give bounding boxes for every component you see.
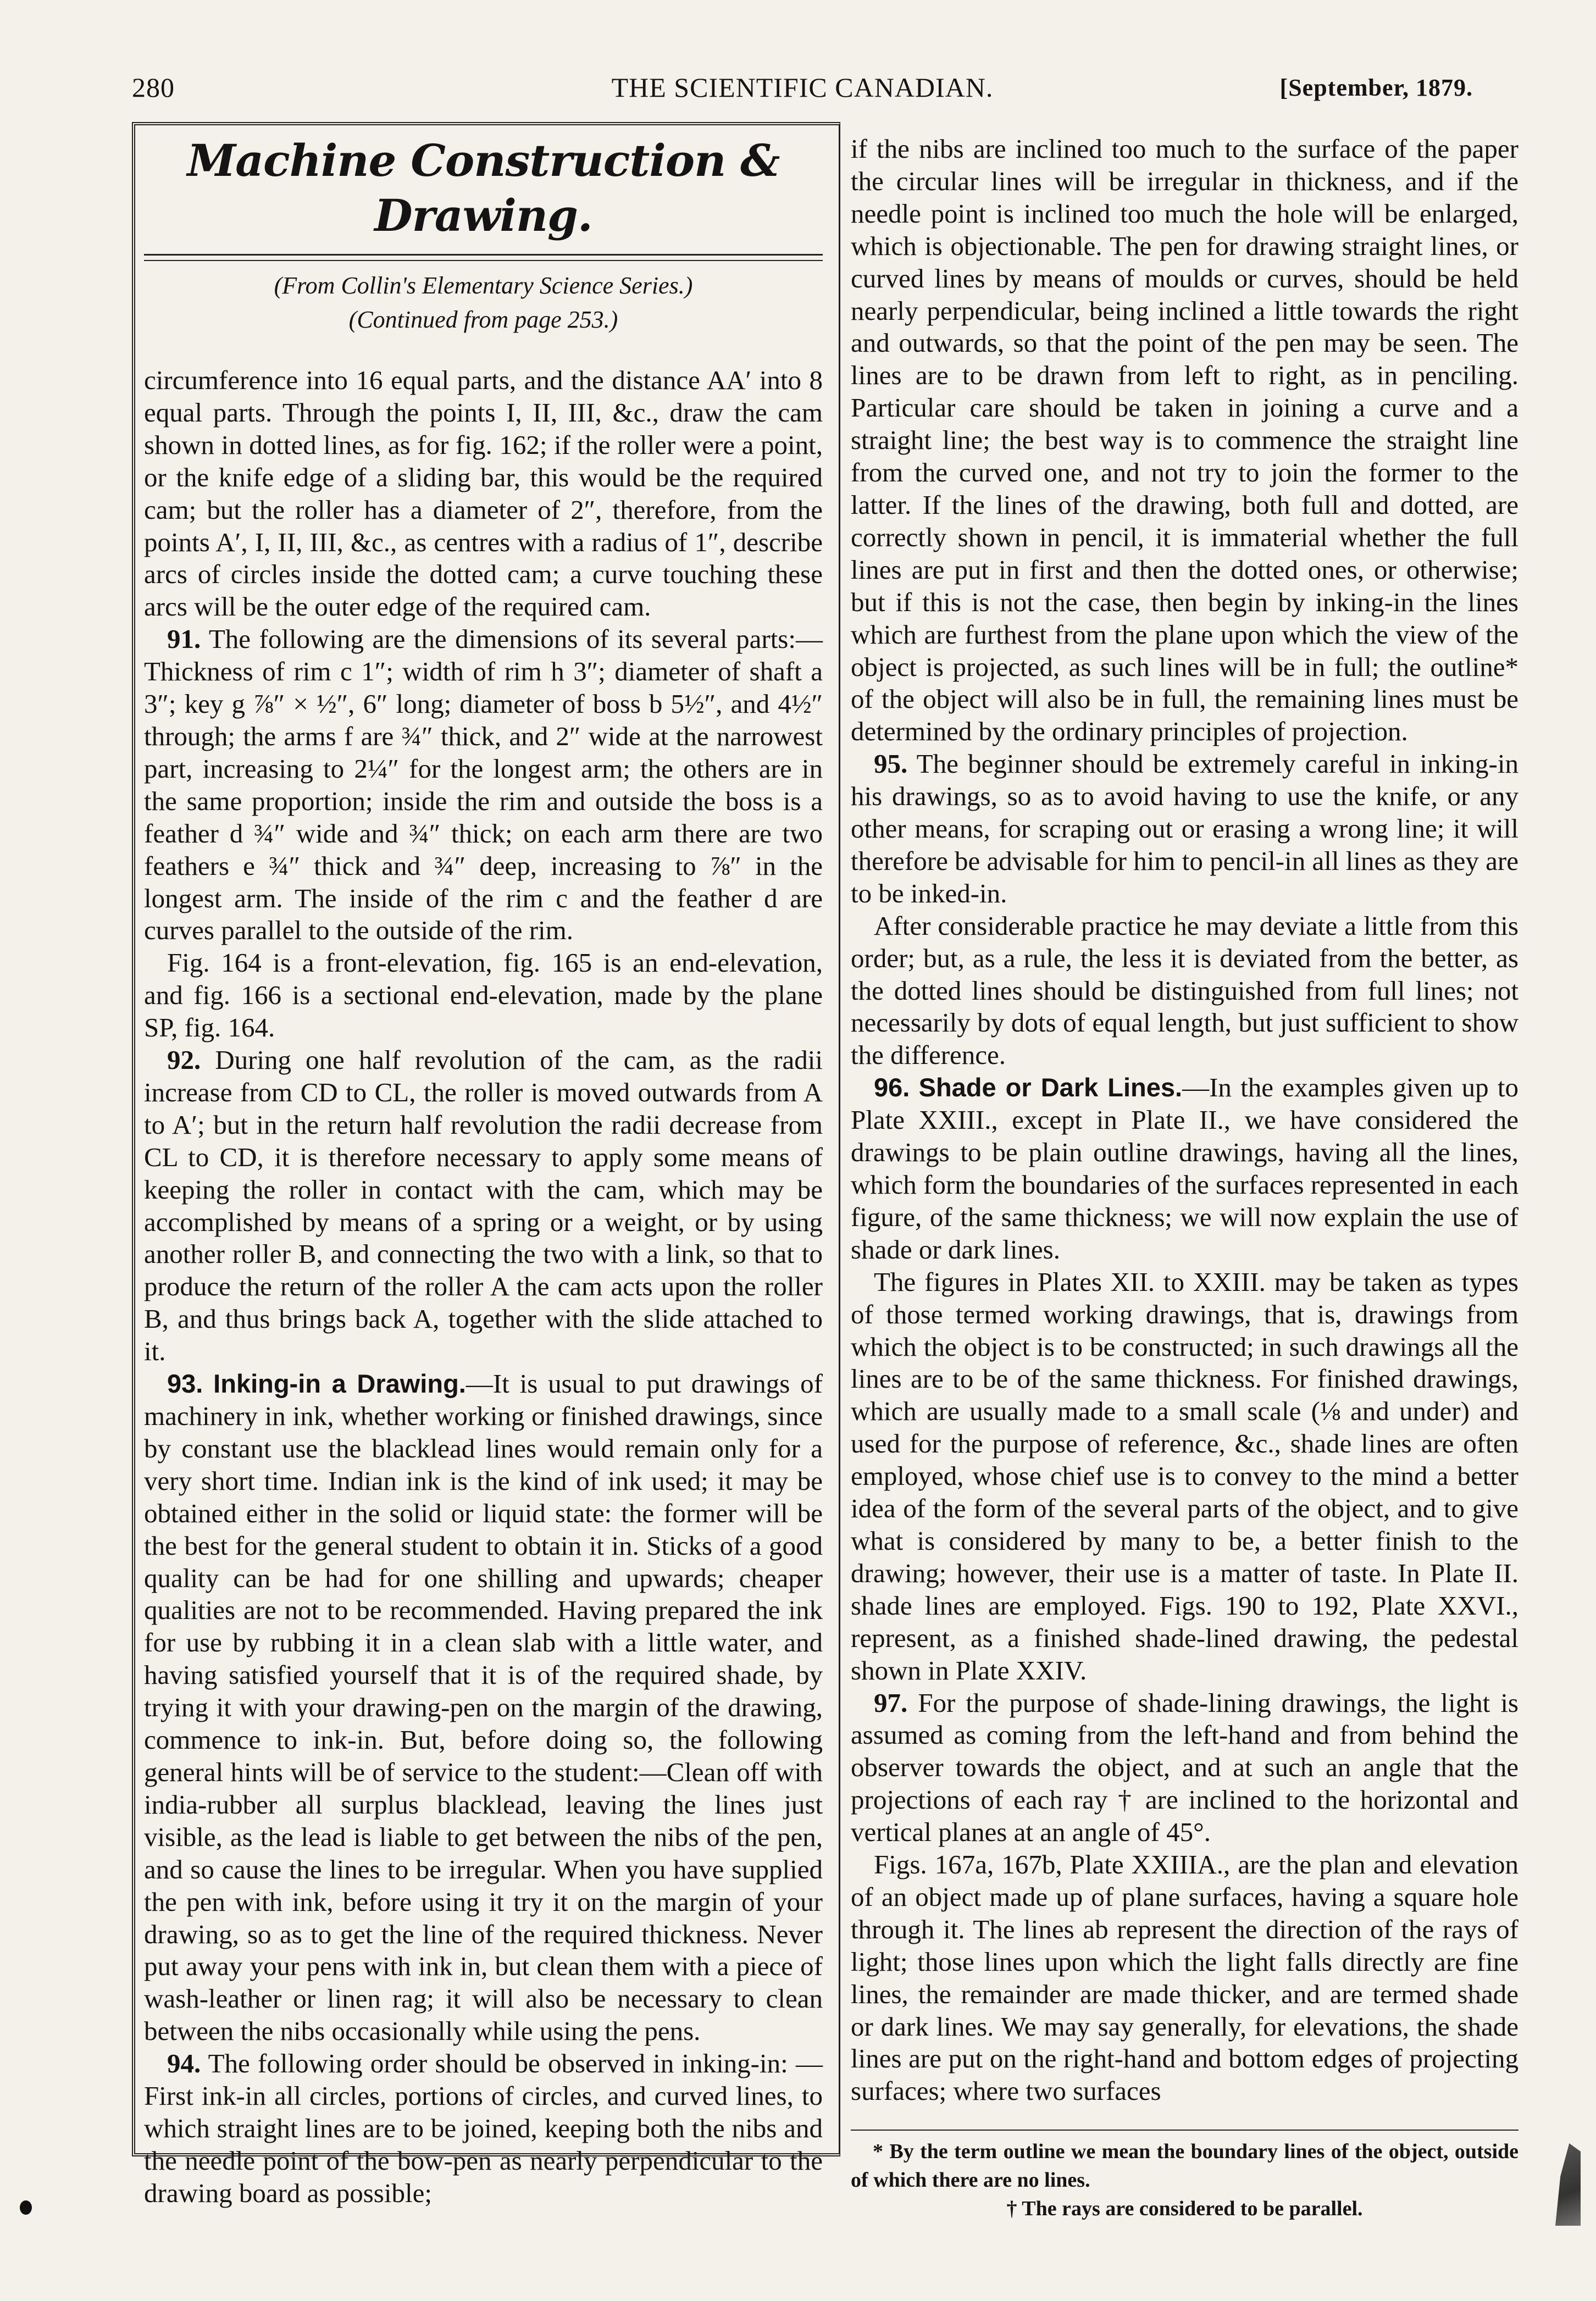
paragraph-96 <box>851 1072 1519 1266</box>
paragraph: if the nibs are inclined too much to the surface of the paper the circular lines will be irregular in thickness, and if the needle point is inclined too much the hole will be enlarged, which is objectionable. The pen for drawing straight lines, or curved lines by means of moulds or curves, should be held nearly perpendicular, being inclined a little towards the right and outwards, so that the point of the pen may be seen. The lines are to be drawn from left to right, as in penciling. Particular care should be taken in joining a curve and a straight line; the best way is to commence the straight line from the curved one, and not try to join the former to the latter. If the lines of the drawing, both full and dotted, are correctly shown in pencil, it is immaterial whether the full lines are put in first and then the dotted ones, or otherwise; but if this is not the case, then begin by inking-in the lines which are furthest from the plane upon which the view of the object is projected, as such lines will be in full; the outline* of the object will also be in full, the remaining lines must be determined by the ordinary principles of projection. <box>851 134 1519 747</box>
left-column <box>144 133 823 2210</box>
running-head <box>132 65 1473 109</box>
corner-ink-mark <box>1555 2143 1581 2226</box>
paragraph-text: The following are the dimensions of its several parts:—Thickness of rim c 1″; width of rim h 3″; diameter of shaft a 3″; key g ⅞″ × ½″, 6″ long; diameter of boss b 5½″, and 4½″ through; the arms f are ¾″ thick, and 2″ wide at the narrowest part, increasing to 2¼″ for the longest arm; the others are in the same proportion; inside the rim and outside the boss is a feather d ¾″ wide and ¾″ thick; on each arm there are two feathers e ¾″ thick and ¾″ deep, increasing to ⅞″ in the longest arm. The inside of the rim c and the feather d are curves parallel to the outside of the rim. <box>144 624 823 946</box>
paragraph-text: The following order should be observed in inking-in: —First ink-in all circles, portions of circles, and curved lines, to which straight lines are to be joined, keeping both the nibs and the needle point of the bow-pen as nearly perpendicular to the drawing board as possible; <box>144 2048 823 2208</box>
section-number: 93. <box>167 1369 203 1399</box>
section-number: 97. <box>874 1687 908 1718</box>
paragraph-text: During one half revolution of the cam, as the radii increase from CD to CL, the roller is moved outwards from A to A′; but in the return half revolution the radii decrease from CL to CD, it is therefore necessary to apply some means of keeping the roller in contact with the cam, which may be accomplished by means of a spring or a weight, or by using another roller B, and connecting the two with a link, so that to produce the return of the roller A the cam acts upon the roller B, and thus brings back A, together with the slide attached to it. <box>144 1045 823 1367</box>
section-number: 96. <box>874 1073 910 1102</box>
continued-note: (Continued from page 253.) <box>348 306 618 333</box>
paragraph-97 <box>851 1687 1519 1849</box>
paragraph-text: For the purpose of shade-lining drawings, the light is assumed as coming from the left-hand and from behind the observer towards the object, and at such an angle that the projections of each ray † are inclined to the horizontal and vertical planes at an angle of 45°. <box>851 1687 1519 1848</box>
section-number: 94. <box>167 2048 201 2079</box>
paragraph-text: The beginner should be extremely careful in inking-in his drawings, so as to avoid having to use the knife, or any other means, for scraping out or erasing a wrong line; it will therefore be advisable for him to pencil-in all lines as they are to be inked-in. <box>851 748 1519 908</box>
section-title: Shade or Dark Lines. <box>918 1073 1183 1102</box>
issue-date: [September, 1879. <box>1279 74 1473 101</box>
paragraph-93 <box>144 1368 823 2048</box>
section-number: 91. <box>167 624 201 655</box>
journal-title: THE SCIENTIFIC CANADIAN. <box>611 72 994 103</box>
paragraph-text: —It is usual to put drawings of machinery in ink, whether working or finished drawings, since by constant use the blacklead lines would remain only for a very short time. Indian ink is the kind of ink used; it may be obtained either in the solid or liquid state: the former will be the best for the general student to obtain it in. Sticks of a good quality can be had for one shilling and upwards; cheaper qualities are not to be recommended. Having prepared the ink for use by rubbing it in a clean slab with a little water, and having satisfied yourself that it is of the required shade, by trying it with your drawing-pen on the margin of the drawing, commence to ink-in. But, before doing so, the following general hints will be of service to the student:—Clean off with india-rubber all surplus blacklead, leaving the lines just visible, as the lead is liable to get between the nibs of the pen, and so cause the lines to be irregular. When you have supplied the pen with ink, before using it try it on the margin of your drawing, so as to get the line of the required thickness. Never put away your pens with ink in, but clean them with a piece of wash-leather or linen rag; it will also be necessary to clean between the nibs occasionally while using the pens. <box>144 1368 823 2047</box>
paragraph-text: —In the examples given up to Plate XXIII., except in Plate II., we have considered the drawings to be plain outline drawings, having all the lines, which form the boundaries of the surfaces represented in each figure, of the same thickness; we will now explain the use of shade or dark lines. <box>851 1072 1519 1265</box>
section-number: 92. <box>167 1045 201 1075</box>
footnote-rule <box>851 2130 1519 2131</box>
paragraph: circumference into 16 equal parts, and the distance AA′ into 8 equal parts. Through the points I, II, III, &c., draw the cam shown in dotted lines, as for fig. 162; if the roller were a point, or the knife edge of a sliding bar, this would be the required cam; but the roller has a diameter of 2″, therefore, from the points A′, I, II, III, &c., as centres with a radius of 1″, describe arcs of circles inside the dotted cam; a curve touching these arcs will be the outer edge of the required cam. <box>144 365 823 622</box>
title-rule <box>144 254 823 261</box>
paragraph: Figs. 167a, 167b, Plate XXIIIA., are the plan and elevation of an object made up of plane surfaces, having a square hole through it. The lines ab represent the direction of the rays of light; those lines upon which the light falls directly are fine lines, the remainder are made thicker, and are termed shade or dark lines. We may say generally, for elevations, the shade lines are put on the right-hand and bottom edges of projecting surfaces; where two surfaces <box>851 1849 1519 2106</box>
paragraph: After considerable practice he may deviate a little from this order; but, as a rule, the less it is deviated from the better, as the dotted lines should be distinguished from full lines; not necessarily by dots of equal length, but just sufficient to show the difference. <box>851 910 1519 1071</box>
paragraph: The figures in Plates XII. to XXIII. may be taken as types of those termed working drawings, that is, drawings from which the object is to be constructed; in such drawings all the lines are to be of the same thickness. For finished drawings, which are usually made to a small scale (⅛ and under) and used for the purpose of reference, &c., shade lines are often employed, whose chief use is to convey to the mind a better idea of the form of the several parts of the object, and to give what is considered by many to be, a better finish to the drawing; however, their use is a matter of taste. In Plate II. shade lines are employed. Figs. 190 to 192, Plate XXVI., represent, as a finished shade-lined drawing, the pedestal shown in Plate XXIV. <box>851 1266 1519 1685</box>
paragraph-94 <box>144 2048 823 2210</box>
footnote-outline: * By the term outline we mean the boundary lines of the object, outside of which there are no lines. <box>851 2140 1519 2192</box>
page-number: 280 <box>132 72 175 103</box>
paragraph-91 <box>144 623 823 947</box>
paragraph-92 <box>144 1044 823 1368</box>
paragraph: Fig. 164 is a front-elevation, fig. 165 is an end-elevation, and fig. 166 is a sectional end-elevation, made by the plane SP, fig. 164. <box>144 947 823 1043</box>
right-column <box>851 133 1519 2223</box>
article-title: Machine Construction & Drawing. <box>187 135 780 241</box>
article-credit: (From Collin's Elementary Science Series.) <box>274 272 693 299</box>
margin-dot <box>20 2200 32 2215</box>
section-number: 95. <box>874 748 908 779</box>
section-title: Inking-in a Drawing. <box>213 1369 466 1399</box>
footnote-rays: † The rays are considered to be parallel. <box>1006 2197 1363 2221</box>
paragraph-95 <box>851 748 1519 910</box>
